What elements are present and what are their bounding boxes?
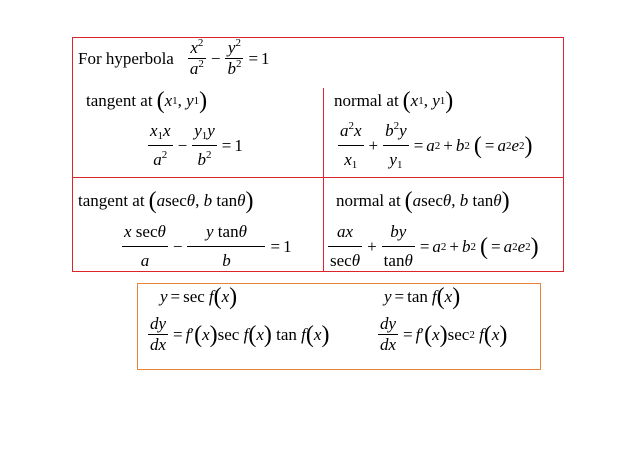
tan-derivative-equation: $\frac{dy}{dx}$ = f ′ ( x ) sec 2 f ( x ) bbox=[380, 314, 508, 354]
tangent-param-equation: $\frac{\text{x secθ}}{a}$ − $\frac{\text{y tanθ}}{b}$ = 1 bbox=[124, 222, 292, 270]
normal-point-heading: normal at ( x 1 , y 1 ) bbox=[334, 88, 454, 114]
normal-point-label: normal at bbox=[334, 91, 399, 110]
tangent-param-label: tangent at bbox=[78, 191, 145, 210]
tan-label: tan bbox=[407, 287, 428, 306]
normal-param-equation: $\frac{ax}{\sec\theta}$ + $\frac{by}{\tan\theta}$ = a 2 + b 2 ( = a 2 e 2 ) bbox=[330, 222, 539, 270]
tangent-point-equation: $\frac{x_1x}{a^2}$ − $\frac{y_1y}{b^2}$ = 1 bbox=[150, 121, 243, 169]
vertical-divider bbox=[323, 88, 324, 272]
normal-param-heading: normal at ( a sec θ , b tan θ ) bbox=[336, 188, 510, 214]
x2-over-a2: $\frac{x^2}{a^2}$ bbox=[189, 37, 204, 78]
normal-param-label: normal at bbox=[336, 191, 401, 210]
normal-point-equation: $\frac{a^2x}{x_1}$ + $\frac{b^2y}{y_1}$ = a 2 + b 2 ( = a 2 e 2 ) bbox=[340, 120, 533, 171]
tangent-point-label: tangent at bbox=[86, 91, 153, 110]
sec-label: sec bbox=[183, 287, 205, 306]
hyperbola-title: For hyperbola bbox=[78, 48, 174, 68]
horizontal-divider bbox=[72, 177, 564, 178]
y2-over-b2: $\frac{y^2}{b^2}$ bbox=[227, 37, 242, 78]
tan-function-definition: y = tan f ( x ) bbox=[384, 284, 461, 310]
sec-function-definition: y = sec f ( x ) bbox=[160, 284, 238, 310]
sec-derivative-equation: $\frac{dy}{dx}$ = f ′ ( x ) sec f ( x ) tan f ( x ) bbox=[150, 314, 330, 354]
tangent-point-heading: tangent at ( x 1 , y 1 ) bbox=[86, 88, 208, 114]
hyperbola-equation: For hyperbola $\frac{x^2}{a^2}$ − $\frac{y^2}{b^2}$ = 1 bbox=[78, 37, 270, 78]
tangent-param-heading: tangent at ( a sec θ , b tan θ ) bbox=[78, 188, 254, 214]
